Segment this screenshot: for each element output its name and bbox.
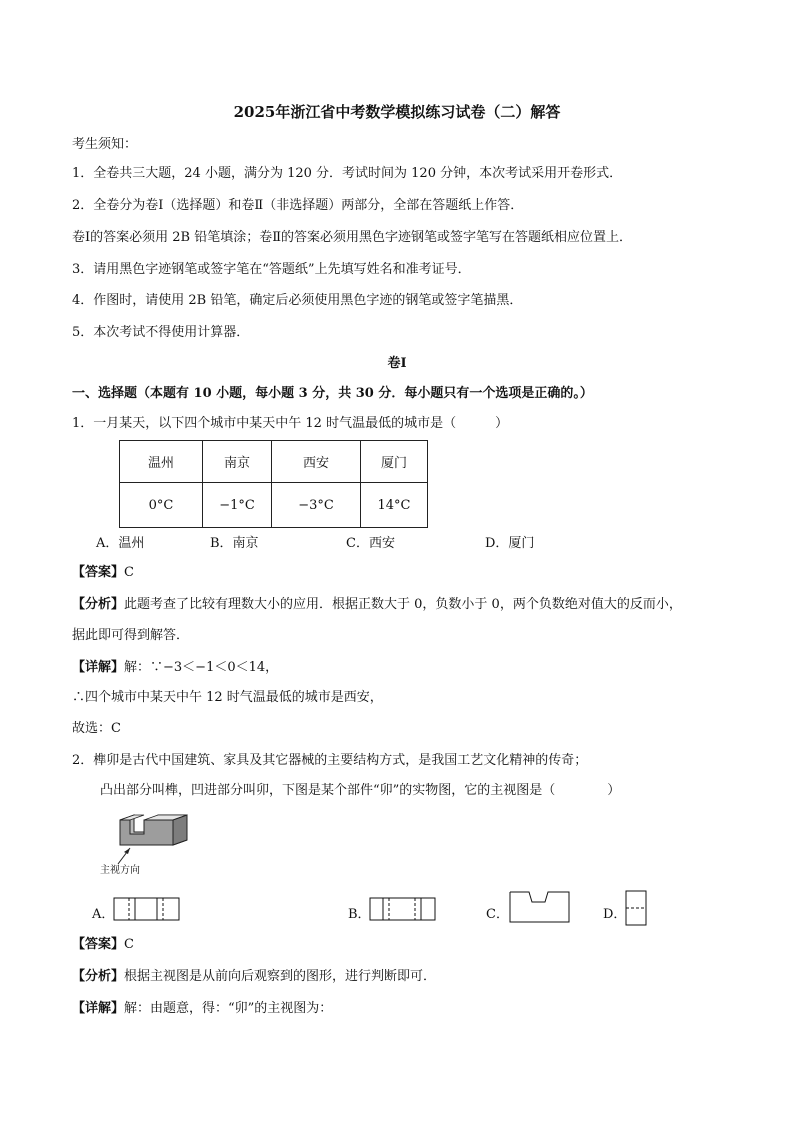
detail-label: 【详解】 bbox=[72, 660, 125, 675]
table-cell-city: 厦门 bbox=[361, 441, 428, 483]
answer-value: C bbox=[124, 565, 134, 580]
answer-label: 【答案】 bbox=[72, 565, 125, 580]
section-heading: 一、选择题（本题有 10 小题，每小题 3 分，共 30 分．每小题只有一个选项是正确的。） bbox=[72, 386, 593, 401]
table-row-cities bbox=[120, 441, 428, 483]
table-cell-temp: 14°C bbox=[361, 483, 428, 528]
analysis-text: 根据主视图是从前向后观察到的图形，进行判断即可． bbox=[124, 969, 437, 984]
option-c-figure bbox=[508, 890, 572, 924]
q2-option-d: D． bbox=[603, 907, 627, 922]
option-a-figure bbox=[113, 897, 183, 923]
detail-text: 解：∵−3＜−1＜0＜14， bbox=[124, 660, 279, 675]
q1-detail bbox=[72, 660, 278, 676]
q2-answer bbox=[72, 937, 134, 953]
q2-detail bbox=[72, 1001, 332, 1017]
q2-analysis bbox=[72, 969, 436, 985]
table-cell-temp: 0°C bbox=[120, 483, 203, 528]
volume-heading: 卷Ⅰ bbox=[387, 356, 407, 371]
detail-label: 【详解】 bbox=[72, 1001, 125, 1016]
table-cell-city: 西安 bbox=[272, 441, 361, 483]
notice-item-2-cont: 卷Ⅰ的答案必须用 2B 铅笔填涂；卷Ⅱ的答案必须用黑色字迹钢笔或签字笔写在答题纸相应位置上． bbox=[72, 230, 633, 245]
table-row-temps bbox=[120, 483, 428, 528]
notice-item-1: 1．全卷共三大题，24 小题，满分为 120 分．考试时间为 120 分钟，本次考试采用开卷形式． bbox=[72, 166, 623, 181]
notice-item-5: 5．本次考试不得使用计算器． bbox=[72, 325, 250, 340]
q2-option-b: B． bbox=[348, 907, 371, 922]
figure-caption: 主视方向 bbox=[100, 865, 140, 876]
notice-item-2: 2．全卷分为卷Ⅰ（选择题）和卷Ⅱ（非选择题）两部分，全部在答题纸上作答． bbox=[72, 198, 524, 213]
q1-stem: 1．一月某天，以下四个城市中某天中午 12 时气温最低的城市是（ ） bbox=[72, 416, 509, 431]
notice-item-4: 4．作图时，请使用 2B 铅笔，确定后必须使用黑色字迹的钢笔或签字笔描黑． bbox=[72, 293, 523, 308]
q1-detail-2: ∴四个城市中某天中午 12 时气温最低的城市是西安， bbox=[72, 690, 383, 705]
q2-stem: 2．榫卯是古代中国建筑、家具及其它器械的主要结构方式，是我国工艺文化精神的传奇； bbox=[72, 753, 588, 768]
detail-text: 解：由题意，得：“卯”的主视图为： bbox=[124, 1001, 333, 1016]
q1-option-b: B．南京 bbox=[210, 536, 259, 551]
page-title: 2025年浙江省中考数学模拟练习试卷（二）解答 bbox=[233, 103, 561, 121]
answer-value: C bbox=[124, 937, 134, 952]
answer-label: 【答案】 bbox=[72, 937, 125, 952]
temperature-table bbox=[119, 440, 428, 528]
notice-item-3: 3．请用黑色字迹钢笔或签字笔在“答题纸”上先填写姓名和准考证号． bbox=[72, 262, 471, 277]
analysis-text: 此题考查了比较有理数大小的应用．根据正数大于 0，负数小于 0，两个负数绝对值大的反而小， bbox=[124, 597, 682, 612]
q1-analysis-cont: 据此即可得到解答． bbox=[72, 628, 190, 643]
table-cell-city: 温州 bbox=[120, 441, 203, 483]
q1-option-c: C．西安 bbox=[346, 536, 395, 551]
q2-option-c: C． bbox=[486, 907, 509, 922]
table-cell-temp: −3°C bbox=[272, 483, 361, 528]
table-cell-city: 南京 bbox=[203, 441, 272, 483]
option-b-figure bbox=[369, 897, 439, 923]
q1-detail-3: 故选：C bbox=[72, 721, 121, 736]
q1-answer bbox=[72, 565, 134, 581]
analysis-label: 【分析】 bbox=[72, 969, 125, 984]
option-d-figure bbox=[625, 890, 649, 928]
q2-option-a: A． bbox=[92, 907, 115, 922]
q2-stem-cont: 凸出部分叫榫，凹进部分叫卯，下图是某个部件“卯”的实物图，它的主视图是（ ） bbox=[100, 783, 621, 798]
table-cell-temp: −1°C bbox=[203, 483, 272, 528]
q1-analysis bbox=[72, 597, 682, 613]
q1-option-a: A．温州 bbox=[96, 536, 145, 551]
q1-option-d: D．厦门 bbox=[485, 536, 535, 551]
notice-heading: 考生须知： bbox=[72, 137, 138, 152]
analysis-label: 【分析】 bbox=[72, 597, 125, 612]
